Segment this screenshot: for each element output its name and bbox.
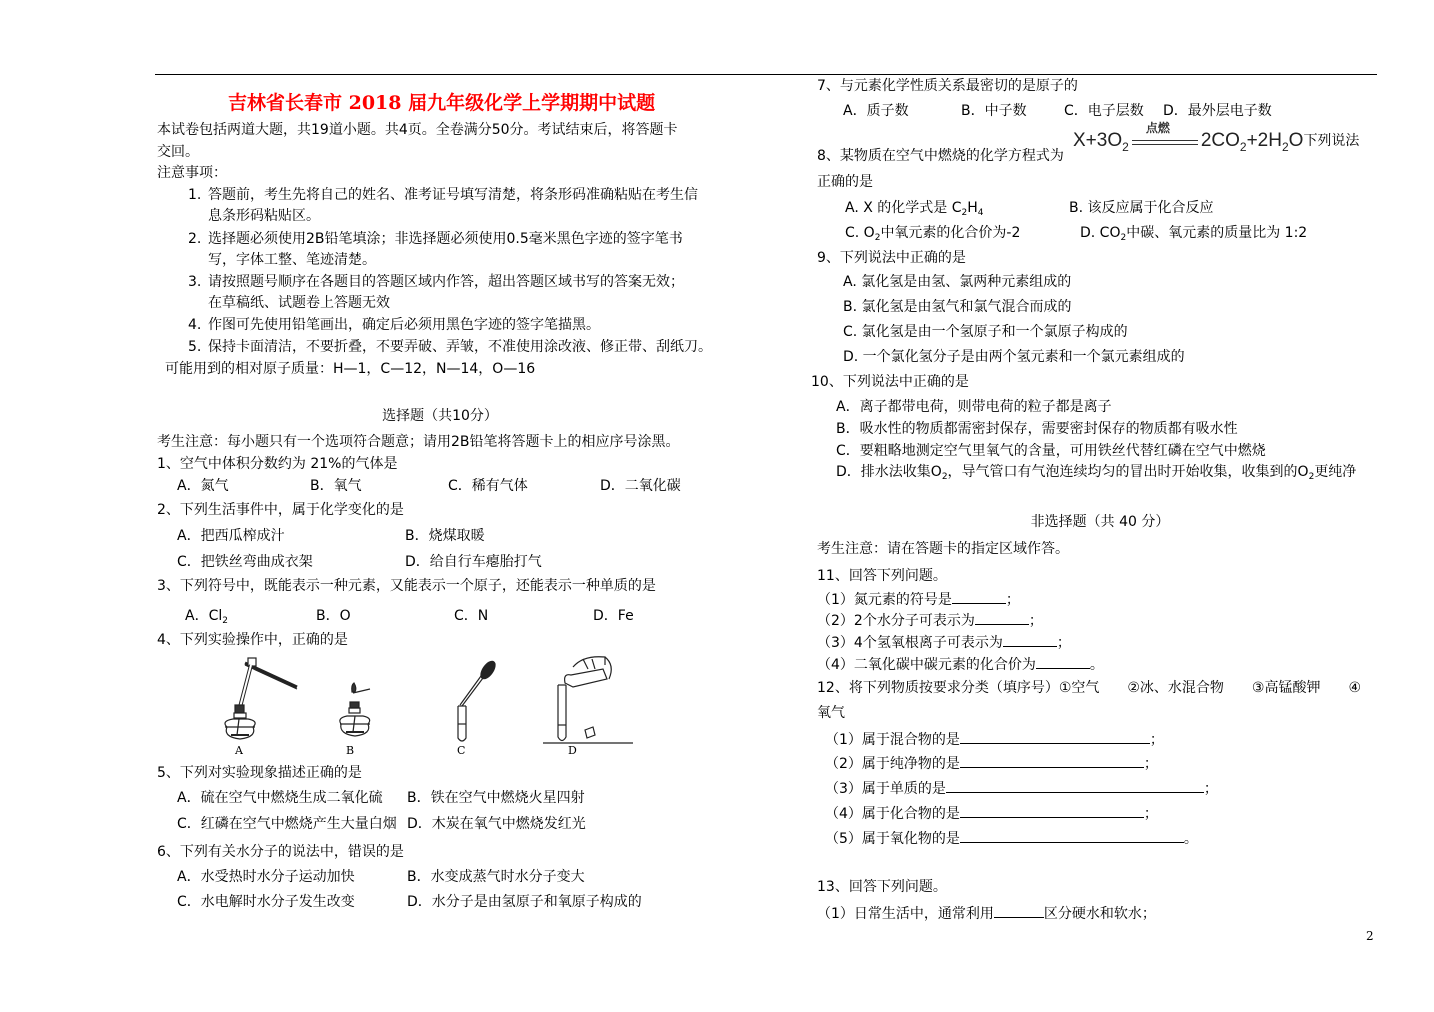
q3-option-a-text: A．Cl (185, 608, 223, 624)
figure-a-label: A (235, 744, 243, 757)
q12-item-3-end: ； (1203, 781, 1218, 797)
q6-option-d: D．水分子是由氢原子和氧原子构成的 (407, 894, 642, 910)
notice-2-line1: 选择题必须使用2B铅笔填涂；非选择题必须使用0.5毫米黑色字迹的签字笔书 (208, 231, 683, 247)
q2-option-b: B．烧煤取暖 (405, 528, 485, 544)
q9-option-b: B. 氯化氢是由氢气和氯气混合而成的 (843, 299, 1072, 315)
q12-item-3-text: （3）属于单质的是 (825, 781, 946, 797)
notice-2-line2: 写，字体工整、笔迹清楚。 (208, 252, 376, 268)
notice-2-num: 2. (188, 231, 202, 247)
q8-option-a-sub1: 2 (961, 208, 968, 218)
q12-item-4-end: ； (1143, 806, 1158, 822)
q5-stem: 5、下列对实验现象描述正确的是 (157, 765, 362, 781)
notice-4-num: 4. (188, 317, 202, 333)
q8-stem-line2: 正确的是 (817, 174, 873, 190)
paper-title: 吉林省长春市 2018 届九年级化学上学期期中试题 (228, 92, 656, 114)
q12-item-3 (825, 778, 1218, 798)
q3-option-d: D．Fe (593, 608, 634, 624)
q7-option-a: A．质子数 (843, 103, 909, 119)
q9-stem: 9、下列说法中正确的是 (817, 250, 966, 266)
notice-5-line1: 保持卡面清洁，不要折叠，不要弄破、弄皱，不准使用涂改液、修正带、刮纸刀。 (208, 339, 712, 355)
q11-stem: 11、回答下列问题。 (817, 568, 947, 584)
q8-option-c-text: C. O (845, 225, 875, 241)
q9-option-c: C. 氯化氢是由一个氢原子和一个氯原子构成的 (843, 324, 1128, 340)
q3-option-a (185, 607, 228, 630)
q12-item-4 (825, 803, 1158, 823)
q6-option-a: A．水受热时水分子运动加快 (177, 869, 355, 885)
q11-item-3-text: （3）4个氢氧根离子可表示为 (817, 635, 1003, 651)
q3-option-a-subscript: 2 (222, 616, 228, 626)
equation-right-1: 2CO (1200, 130, 1240, 151)
notice-4-line1: 作图可先使用铅笔画出，确定后必须用黑色字迹的签字笔描黑。 (208, 317, 600, 333)
q8-option-a (845, 199, 984, 222)
q8-option-d-text: D. CO (1080, 225, 1121, 241)
q13-stem: 13、回答下列问题。 (817, 879, 947, 895)
q8-option-c (845, 224, 1020, 247)
q12-item-4-answer-blank[interactable] (960, 803, 1144, 818)
q5-option-c: C．红磷在空气中燃烧产生大量白烟 (177, 816, 397, 832)
q6-stem: 6、下列有关水分子的说法中，错误的是 (157, 844, 404, 860)
q11-item-1-text: （1）氮元素的符号是 (817, 592, 952, 608)
q8-option-d (1080, 224, 1307, 247)
q8-option-a-sub2: 4 (977, 208, 984, 218)
q8-option-a-text: A. X 的化学式是 C (845, 200, 962, 216)
q11-item-3 (817, 632, 1071, 652)
q12-item-5-answer-blank[interactable] (960, 828, 1184, 843)
q5-option-b: B．铁在空气中燃烧火星四射 (407, 790, 585, 806)
q1-stem: 1、空气中体积分数约为 21%的气体是 (157, 456, 398, 472)
q11-item-2-text: （2）2个水分子可表示为 (817, 613, 975, 629)
q11-item-1-answer-blank[interactable] (952, 589, 1006, 604)
q11-item-2-answer-blank[interactable] (975, 610, 1029, 625)
equation-double-line (1132, 120, 1198, 151)
q11-item-4-text: （4）二氧化碳中碳元素的化合价为 (817, 657, 1036, 673)
notice-1-line2: 息条形码粘贴区。 (208, 208, 320, 224)
notice-1-line1: 答题前，考生先将自己的姓名、准考证号填写清楚，将条形码准确粘贴在考生信 (208, 187, 698, 203)
q10-option-d-p2: ，导气管口有气泡连续均匀的冒出时开始收集，收集到的O (947, 464, 1309, 480)
figure-b-label: B (346, 744, 355, 757)
q8-option-c-rest: 中氧元素的化合价为-2 (880, 225, 1021, 241)
q13-item-1-answer-blank[interactable] (994, 903, 1044, 918)
q9-option-d: D. 一个氯化氢分子是由两个氢元素和一个氯元素组成的 (843, 349, 1185, 365)
q10-option-d-p1: D．排水法收集O (836, 464, 942, 480)
section2-heading: 非选择题（共 40 分） (1030, 514, 1170, 530)
equation-left-subscript: 2 (1122, 140, 1129, 154)
q10-option-a: A．离子都带电荷，则带电荷的粒子都是离子 (836, 399, 1112, 415)
q12-item-1-text: （1）属于混合物的是 (825, 732, 960, 748)
q11-item-4-answer-blank[interactable] (1036, 654, 1090, 669)
q12-item-2 (825, 753, 1158, 773)
q8-option-d-rest: 中碳、氧元素的质量比为 1:2 (1126, 225, 1308, 241)
q12-item-2-text: （2）属于纯净物的是 (825, 756, 960, 772)
q10-option-c: C．要粗略地测定空气里氧气的含量，可用铁丝代替红磷在空气中燃烧 (836, 443, 1266, 459)
figure-d-pouring-liquid-illustration (543, 655, 633, 745)
q13-item-1-text-a: （1）日常生活中，通常利用 (817, 906, 994, 922)
q9-option-a: A. 氯化氢是由氢、氯两种元素组成的 (843, 274, 1072, 290)
q8-option-a-mid: H (967, 200, 978, 216)
q12-item-4-text: （4）属于化合物的是 (825, 806, 960, 822)
q10-option-d-sub1: 2 (941, 472, 948, 482)
q1-option-a: A．氮气 (177, 478, 229, 494)
q6-option-b: B．水变成蒸气时水分子变大 (407, 869, 585, 885)
notice-1-num: 1. (188, 187, 202, 203)
q3-stem: 3、下列符号中，既能表示一种元素，又能表示一个原子，还能表示一种单质的是 (157, 578, 656, 594)
section1-note: 考生注意：每小题只有一个选项符合题意；请用2B铅笔将答题卡上的相应序号涂黑。 (157, 434, 680, 450)
q8-chemical-equation (1073, 120, 1360, 154)
intro-line-1: 本试卷包括两道大题，共19道小题。共4页。全卷满分50分。考试结束后，将答题卡 (157, 122, 678, 138)
q1-option-b: B．氧气 (310, 478, 362, 494)
equation-right-subscript-2: 2 (1281, 140, 1289, 154)
q2-option-d: D．给自行车瘪胎打气 (405, 554, 542, 570)
equation-right-3: O (1288, 130, 1304, 151)
q7-option-b: B．中子数 (961, 103, 1027, 119)
section1-heading: 选择题（共10分） (382, 408, 498, 424)
q1-option-c: C．稀有气体 (448, 478, 528, 494)
q12-item-2-end: ； (1143, 756, 1158, 772)
q3-option-b: B．O (316, 608, 351, 624)
q2-option-c: C．把铁丝弯曲成衣架 (177, 554, 313, 570)
q12-stem: 12、将下列物质按要求分类（填序号）①空气 ②冰、水混合物 ③高锰酸钾 ④ (817, 680, 1362, 696)
notice-3-line1: 请按照题号顺序在各题目的答题区域内作答，超出答题区域书写的答案无效； (208, 274, 684, 290)
q7-option-d: D．最外层电子数 (1163, 103, 1272, 119)
q10-option-d-sub2: 2 (1308, 472, 1315, 482)
q11-item-3-end: ； (1056, 635, 1071, 651)
equation-right-subscript-1: 2 (1239, 140, 1247, 154)
q12-item-5 (825, 828, 1198, 848)
q11-item-2 (817, 610, 1043, 630)
notice-3-line2: 在草稿纸、试题卷上答题无效 (208, 295, 390, 311)
section2-note: 考生注意：请在答题卡的指定区域作答。 (817, 541, 1069, 557)
equation-left: X+3O (1073, 130, 1123, 151)
q12-item-5-text: （5）属于氧化物的是 (825, 831, 960, 847)
header-rule (155, 74, 1377, 75)
q11-item-3-answer-blank[interactable] (1003, 632, 1057, 647)
figure-c-label: C (457, 744, 466, 757)
q8-option-d-sub: 2 (1120, 233, 1127, 243)
q11-item-1 (817, 589, 1020, 609)
q11-item-4 (817, 654, 1104, 674)
q8-stem: 8、某物质在空气中燃烧的化学方程式为 (817, 148, 1064, 164)
q8-option-c-sub: 2 (874, 233, 881, 243)
equation-condition: 点燃 (1145, 120, 1170, 135)
page-number: 2 (1366, 929, 1374, 943)
notice-5-num: 5. (188, 339, 202, 355)
q10-option-b: B．吸水性的物质都需密封保存，需要密封保存的物质都有吸水性 (836, 421, 1238, 437)
q12-item-1-answer-blank[interactable] (960, 729, 1150, 744)
q2-stem: 2、下列生活事件中，属于化学变化的是 (157, 502, 404, 518)
intro-line-2: 交回。 (157, 144, 199, 160)
q8-stem-continued: 下列说法 (1303, 133, 1360, 149)
notice-3-num: 3. (188, 274, 202, 290)
q7-stem: 7、与元素化学性质关系最密切的是原子的 (817, 78, 1078, 94)
q3-option-c: C．N (454, 608, 489, 624)
q10-stem: 10、下列说法中正确的是 (811, 374, 969, 390)
q4-stem: 4、下列实验操作中，正确的是 (157, 632, 348, 648)
q1-option-d: D．二氧化碳 (600, 478, 681, 494)
q12-stem-line2: 氧气 (817, 705, 845, 721)
q12-item-2-answer-blank[interactable] (960, 753, 1144, 768)
q6-option-c: C．水电解时水分子发生改变 (177, 894, 355, 910)
q13-item-1-text-b: 区分硬水和软水； (1043, 906, 1156, 922)
figure-d-label: D (568, 744, 577, 757)
q8-option-b: B. 该反应属于化合反应 (1069, 200, 1214, 216)
q12-item-3-answer-blank[interactable] (946, 778, 1204, 793)
q2-option-a: A．把西瓜榨成汁 (177, 528, 285, 544)
figure-a-heating-tube-illustration (215, 655, 305, 745)
equation-right-2: +2H (1246, 130, 1282, 151)
figure-c-dropper-illustration (452, 658, 497, 744)
q11-item-1-end: ； (1005, 592, 1020, 608)
q12-item-5-end: 。 (1183, 831, 1198, 847)
q5-option-d: D．木炭在氧气中燃烧发红光 (407, 816, 586, 832)
q10-option-d (836, 463, 1356, 486)
figure-b-lighting-lamp-illustration (335, 680, 380, 744)
q10-option-d-p3: 更纯净 (1314, 464, 1357, 480)
atomic-masses: 可能用到的相对原子质量：H—1，C—12，N—14，O—16 (165, 361, 536, 377)
notice-heading: 注意事项： (157, 165, 227, 181)
q13-item-1 (817, 903, 1156, 923)
q12-item-1 (825, 729, 1164, 749)
q5-option-a: A．硫在空气中燃烧生成二氧化硫 (177, 790, 383, 806)
q11-item-4-end: 。 (1089, 657, 1104, 673)
q7-option-c: C．电子层数 (1064, 103, 1144, 119)
q11-item-2-end: ； (1028, 613, 1043, 629)
q12-item-1-end: ； (1149, 732, 1164, 748)
